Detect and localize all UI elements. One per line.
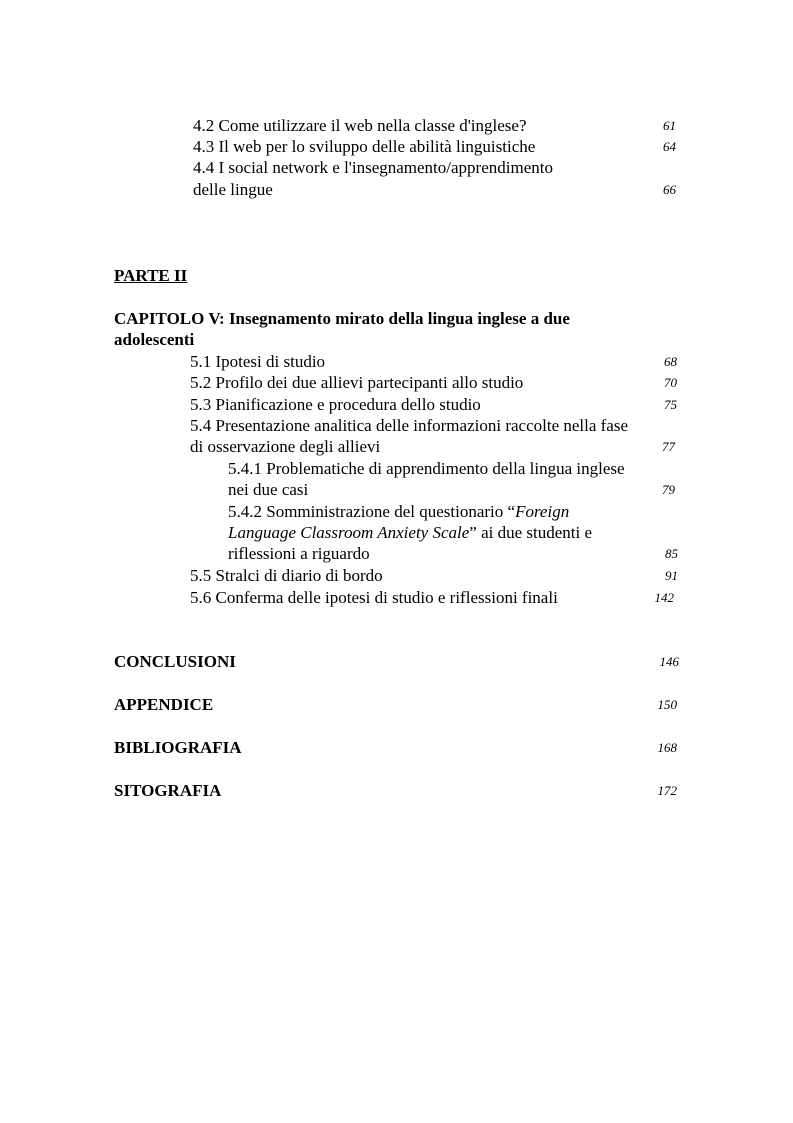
toc-page-conclusioni: 146 (659, 654, 679, 669)
chapter-title-line2: adolescenti (114, 330, 195, 349)
chapter-title-line1: CAPITOLO V: Insegnamento mirato della lingua inglese a due (114, 309, 570, 328)
toc-page-appendice: 150 (657, 697, 677, 712)
toc-conclusioni: CONCLUSIONI (114, 652, 236, 671)
toc-sitografia: SITOGRAFIA (114, 781, 222, 800)
toc-page-5-4-1: 79 (662, 482, 675, 497)
toc-bibliografia: BIBLIOGRAFIA (114, 738, 242, 757)
toc-entry-5-4-2-line1 (228, 501, 569, 522)
toc-entry-5-4-2-line2 (228, 522, 592, 543)
toc-entry-5-4-1-line2: nei due casi (228, 480, 309, 499)
toc-entry-5-5: 5.5 Stralci di diario di bordo (190, 566, 383, 585)
toc-entry-5-4-2-line3: riflessioni a riguardo (228, 544, 370, 563)
toc-entry-4-2: 4.2 Come utilizzare il web nella classe d'inglese? (193, 116, 527, 135)
toc-entry-5-4-line1: 5.4 Presentazione analitica delle informazioni raccolte nella fase (190, 416, 629, 435)
toc-entry-5-4-2-italic-1: Foreign (515, 502, 570, 521)
toc-entry-5-4-line2: di osservazione degli allievi (190, 437, 381, 456)
toc-page-4-2: 61 (663, 118, 676, 133)
toc-page-4-4: 66 (663, 182, 676, 197)
toc-page-5-1: 68 (664, 354, 677, 369)
toc-page-5-4-2: 85 (665, 546, 678, 561)
toc-entry-5-1: 5.1 Ipotesi di studio (190, 352, 326, 371)
toc-page-bibliografia: 168 (657, 740, 677, 755)
part-title: PARTE II (114, 266, 188, 285)
toc-entry-5-4-2-suffix: ” ai due studenti e (469, 523, 593, 542)
toc-entry-5-4-2-italic-2: Language Classroom Anxiety Scale (228, 523, 470, 542)
toc-entry-5-3: 5.3 Pianificazione e procedura dello studio (190, 395, 481, 414)
toc-entry-5-4-2-prefix: 5.4.2 Somministrazione del questionario “ (228, 502, 516, 521)
toc-page-5-4: 77 (662, 439, 675, 454)
toc-entry-4-4-line1: 4.4 I social network e l'insegnamento/apprendimento (193, 158, 553, 177)
toc-page-5-6: 142 (654, 590, 674, 605)
toc-entry-5-4-1-line1: 5.4.1 Problematiche di apprendimento della lingua inglese (228, 459, 625, 478)
toc-page-4-3: 64 (663, 139, 676, 154)
toc-entry-5-6: 5.6 Conferma delle ipotesi di studio e riflessioni finali (190, 588, 558, 607)
toc-entry-4-4-line2: delle lingue (193, 180, 273, 199)
toc-entry-5-2: 5.2 Profilo dei due allievi partecipanti allo studio (190, 373, 524, 392)
toc-entry-4-3: 4.3 Il web per lo sviluppo delle abilità linguistiche (193, 137, 536, 156)
toc-page-sitografia: 172 (657, 783, 677, 798)
toc-appendice: APPENDICE (114, 695, 214, 714)
toc-page-5-5: 91 (665, 568, 678, 583)
toc-page-5-3: 75 (664, 397, 677, 412)
toc-page-5-2: 70 (664, 375, 677, 390)
